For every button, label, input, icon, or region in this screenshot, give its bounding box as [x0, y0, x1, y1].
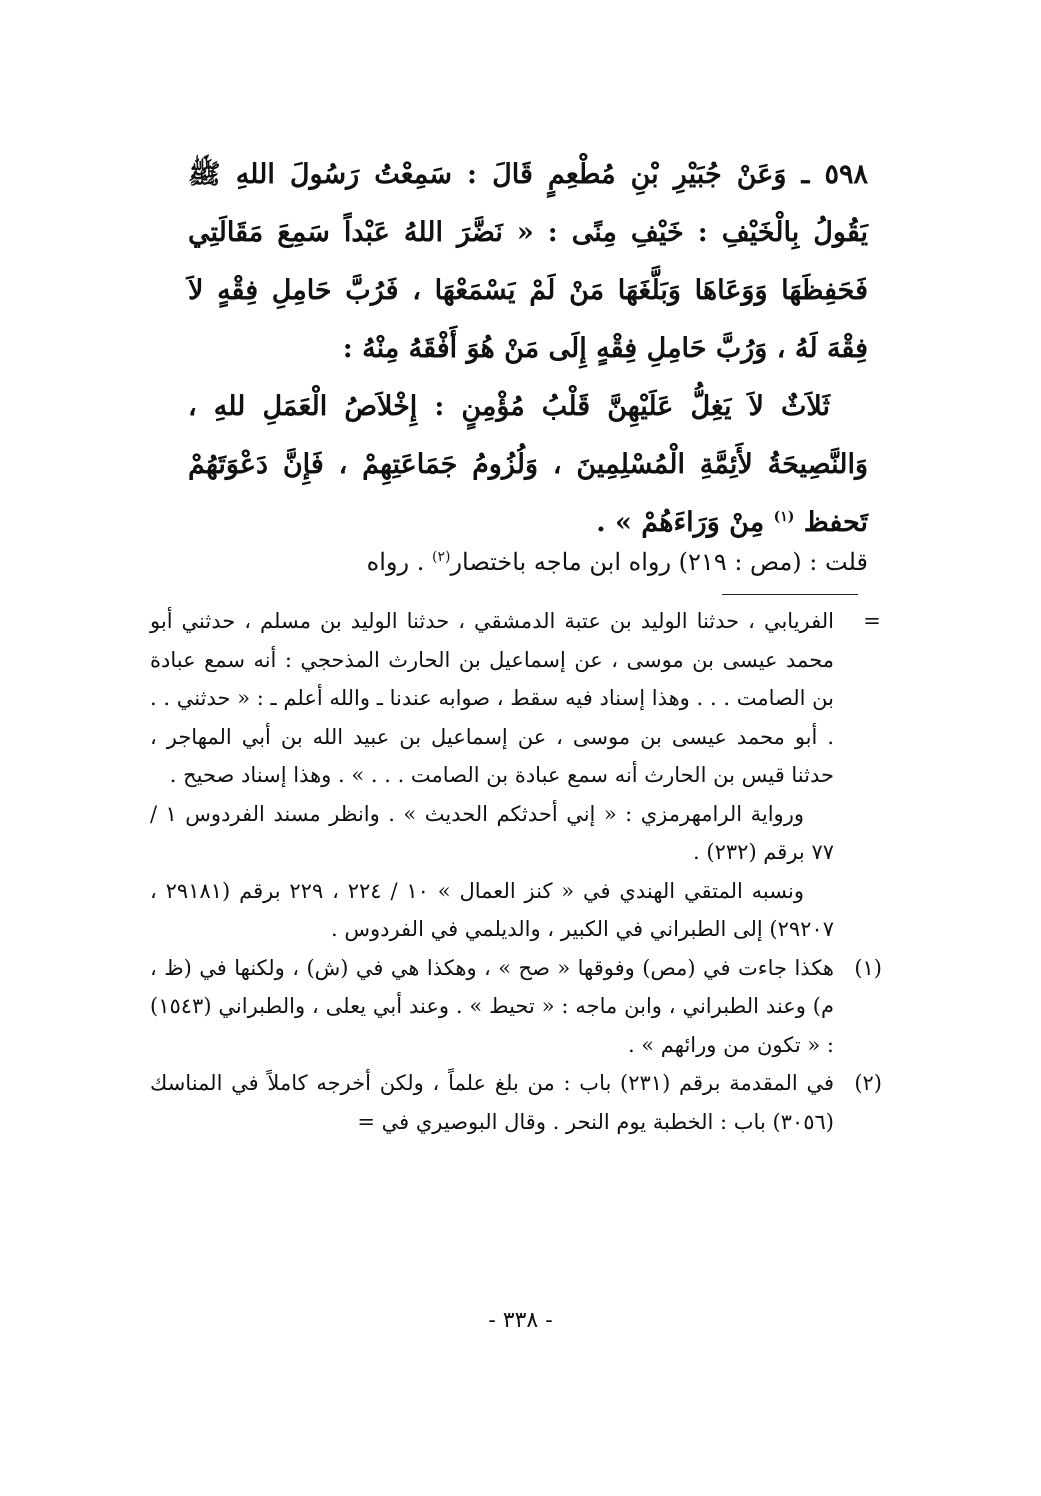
footnote-paragraph: [150, 872, 882, 949]
hadith-paragraph-2-end: مِنْ وَرَاءَهُمْ » .: [596, 507, 765, 538]
page-number: - ٣٣٨ -: [488, 1308, 553, 1333]
footnote-2-number: (٢): [854, 1071, 882, 1095]
footnote-1-number: (١): [854, 955, 882, 980]
footnote-continuation-text: الفريابي ، حدثنا الوليد بن عتبة الدمشقي ، حدثنا الوليد بن مسلم ، حدثني أبو محمد عيسى بن موسى ، عن إسماعيل بن الحارث المذحجي : أنه سمع عبادة بن الصامت . . . وهذا إسناد فيه سقط ، صوابه عندنا ـ والله أعلم ـ : « حدثني . . . أبو محمد عيسى بن موسى ، عن إسماعيل بن عبيد الله بن أبي المهاجر ، حدثنا قيس بن الحارث أنه سمع عبادة بن الصامت . . . » . وهذا إسناد صحيح .: [150, 609, 834, 787]
hadith-paragraph-2-text: ثَلاَثٌ لاَ يَغِلُّ عَلَيْهِنَّ قَلْبُ مُؤْمِنٍ : إِخْلاَصُ الْعَمَلِ للهِ ، وَالنَّصِيحَةُ لأَئِمَّةِ الْمُسْلِمِينَ ، وَلُزُومُ جَمَاعَتِهِمْ ، فَإِنَّ دَعْوَتَهُمْ تَحفظ: [188, 391, 868, 538]
footnotes: [150, 602, 882, 1141]
footnote-2-text: [150, 1064, 834, 1141]
footnote-ref-1[interactable]: (١): [773, 509, 795, 525]
footnote-paragraph-text: ونسبه المتقي الهندي في « كنز العمال » ١٠ / ٢٢٤ ، ٢٢٩ برقم (٢٩١٨١ ، ٢٩٢٠٧) إلى الطبراني في الكبير ، والديلمي في الفردوس .: [150, 878, 834, 941]
author-comment-end: . رواه: [366, 548, 425, 576]
footnote-separator: [722, 594, 858, 595]
footnote-paragraph-text: ورواية الرامهرمزي : « إني أحدثكم الحديث » . وانظر مسند الفردوس ١ / ٧٧ برقم (٢٣٢) .: [150, 801, 834, 864]
footnote-paragraph: [150, 795, 882, 872]
hadith-paragraph-1: [188, 146, 868, 378]
footnote-continuation: [150, 602, 882, 795]
footnote-1: [150, 949, 882, 1065]
author-comment-text: قلت : (مص : ٢١٩) رواه ابن ماجه باختصار: [450, 548, 868, 576]
continuation-mark: =: [863, 609, 881, 633]
hadith-paragraph-2: [188, 378, 868, 552]
hadith-paragraph-1-text: ٥٩٨ ـ وَعَنْ جُبَيْرِ بْنِ مُطْعِمٍ قَالَ : سَمِعْتُ رَسُولَ اللهِ ﷺ يَقُولُ بِالْخَيْفِ : خَيْفِ مِنًى : « نَضَّرَ اللهُ عَبْداً سَمِعَ مَقَالَتِي فَحَفِظَهَا وَوَعَاهَا وَبَلَّغَهَا مَنْ لَمْ يَسْمَعْهَا ، فَرُبَّ حَامِلِ فِقْهٍ لاَ فِقْهَ لَهُ ، وَرُبَّ حَامِلِ فِقْهٍ إِلَى مَنْ هُوَ أَفْقَهُ مِنْهُ :: [188, 159, 868, 364]
author-comment: [188, 542, 868, 582]
footnote-1-text: هكذا جاءت في (مص) وفوقها « صح » ، وهكذا هي في (ش) ، ولكنها في (ظ ، م) وعند الطبراني ، وابن ماجه : « تحيط » . وعند أبي يعلى ، والطبراني (١٥٤٣) : « تكون من ورائهم » .: [150, 955, 835, 1057]
footnote-2: [150, 1064, 882, 1141]
footnote-ref-2[interactable]: (٢): [431, 549, 451, 565]
hadith-text: [188, 146, 868, 552]
footnote-2-body: في المقدمة برقم (٢٣١) باب : من بلغ علماً ، ولكن أخرجه كاملاً في المناسك (٣٠٥٦) باب : الخطبة يوم النحر . وقال البوصيري في: [150, 1071, 835, 1134]
continuation-mark: =: [357, 1109, 375, 1134]
